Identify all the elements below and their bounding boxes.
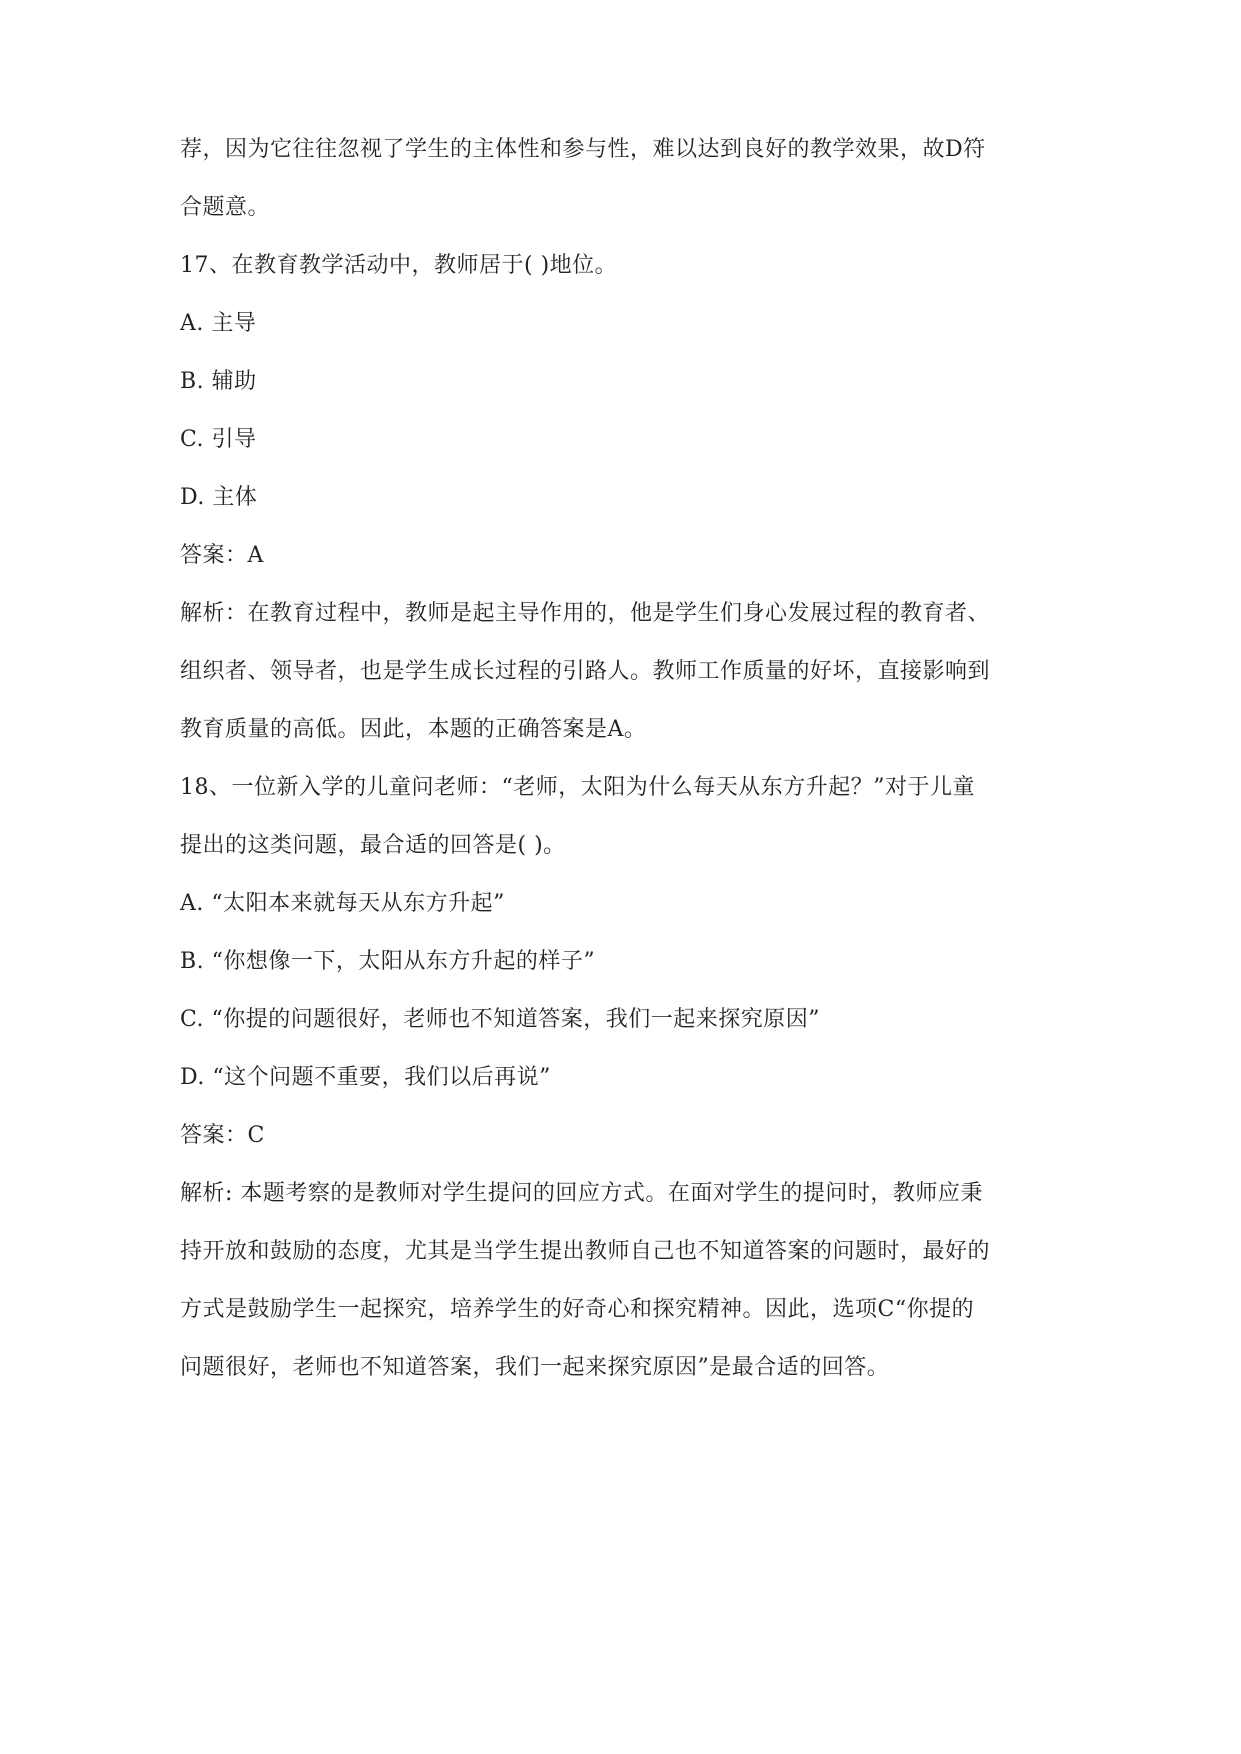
analysis-line: 教育质量的高低。因此，本题的正确答案是A。 (180, 717, 647, 742)
option-d: D. 主体 (180, 485, 258, 510)
option-a: A. “太阳本来就每天从东方升起” (180, 891, 505, 916)
option-a: A. 主导 (180, 311, 257, 336)
answer-line: 答案：C (180, 1123, 265, 1148)
analysis-line: 问题很好，老师也不知道答案，我们一起来探究原因”是最合适的回答。 (180, 1355, 890, 1380)
question-stem: 18、一位新入学的儿童问老师：“老师，太阳为什么每天从东方升起？”对于儿童 (180, 775, 975, 800)
previous-analysis-continuation (180, 121, 1180, 237)
option-c: C. “你提的问题很好，老师也不知道答案，我们一起来探究原因” (180, 1007, 821, 1032)
analysis-line: 方式是鼓励学生一起探究，培养学生的好奇心和探究精神。因此，选项C“你提的 (180, 1297, 975, 1322)
option-b: B. “你想像一下，太阳从东方升起的样子” (180, 949, 596, 974)
question-stem: 提出的这类问题，最合适的回答是( )。 (180, 833, 566, 858)
answer-line: 答案：A (180, 543, 264, 568)
document-body (180, 121, 1180, 1397)
analysis-line: 解析: 本题考察的是教师对学生提问的回应方式。在面对学生的提问时，教师应秉 (180, 1181, 983, 1206)
question-18 (180, 759, 1180, 1397)
analysis-line: 持开放和鼓励的态度，尤其是当学生提出教师自己也不知道答案的问题时，最好的 (180, 1239, 991, 1264)
continuation-line: 合题意。 (180, 195, 271, 220)
question-stem: 17、在教育教学活动中，教师居于( )地位。 (180, 253, 618, 278)
question-17 (180, 237, 1180, 759)
option-c: C. 引导 (180, 427, 257, 452)
analysis-line: 组织者、领导者，也是学生成长过程的引路人。教师工作质量的好坏，直接影响到 (180, 659, 991, 684)
continuation-line: 荐，因为它往往忽视了学生的主体性和参与性，难以达到良好的教学效果，故D符 (180, 137, 986, 162)
option-b: B. 辅助 (180, 369, 257, 394)
option-d: D. “这个问题不重要，我们以后再说” (180, 1065, 551, 1090)
analysis-line: 解析：在教育过程中，教师是起主导作用的，他是学生们身心发展过程的教育者、 (180, 601, 991, 626)
